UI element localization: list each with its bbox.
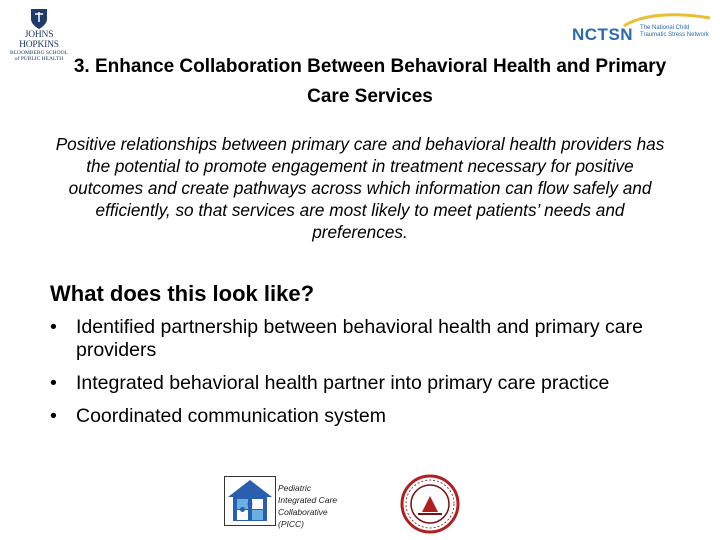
bullet-text: Coordinated communication system	[76, 405, 386, 427]
section-subheading: What does this look like?	[50, 281, 315, 306]
bullet-text: Integrated behavioral health partner into primary care practice	[76, 372, 610, 394]
picc-caption-line-3: Collaborative	[278, 507, 328, 517]
picc-caption-line-1: Pediatric	[278, 483, 312, 493]
slide-title: 3. Enhance Collaboration Between Behavioral Health and Primary Care Services	[73, 56, 667, 107]
nctsn-abbreviation: NCTSN	[572, 25, 634, 44]
nctsn-full-line-2: Traumatic Stress Network	[640, 32, 709, 38]
bullet-marker: •	[50, 405, 57, 427]
bullet-item	[50, 405, 670, 428]
mescalero-apache-seal-icon	[400, 474, 460, 534]
nctsn-full-name	[640, 25, 720, 39]
picc-caption-line-4: (PICC)	[278, 519, 304, 529]
picc-caption-line-2: Integrated Care	[278, 495, 338, 505]
bullet-list	[50, 316, 670, 438]
bullet-marker: •	[50, 372, 57, 394]
nctsn-full-line-1: The National Child	[640, 25, 690, 31]
bullet-item	[50, 372, 670, 395]
intro-paragraph: Positive relationships between primary care and behavioral health providers has the potential to promote engagement in treatment necessary for positive outcomes and create pathways across which information can flow safely and efficiently, so that services are most likely to meet patients’ needs and preferences.	[55, 134, 665, 242]
bullet-marker: •	[50, 316, 57, 338]
bullet-item	[50, 316, 670, 362]
bullet-text: Identified partnership between behavioral health and primary care providers	[76, 316, 643, 361]
jhu-name: JOHNS HOPKINS	[19, 30, 59, 50]
nctsn-logo	[572, 12, 718, 48]
jhu-school-line-2: of PUBLIC HEALTH	[14, 56, 64, 62]
picc-caption	[278, 482, 358, 530]
jhu-school-line-1: BLOOMBERG SCHOOL	[10, 50, 68, 56]
picc-logo	[224, 476, 276, 526]
picc-puzzle-icon	[225, 477, 275, 525]
jhu-crest-icon	[30, 8, 48, 30]
